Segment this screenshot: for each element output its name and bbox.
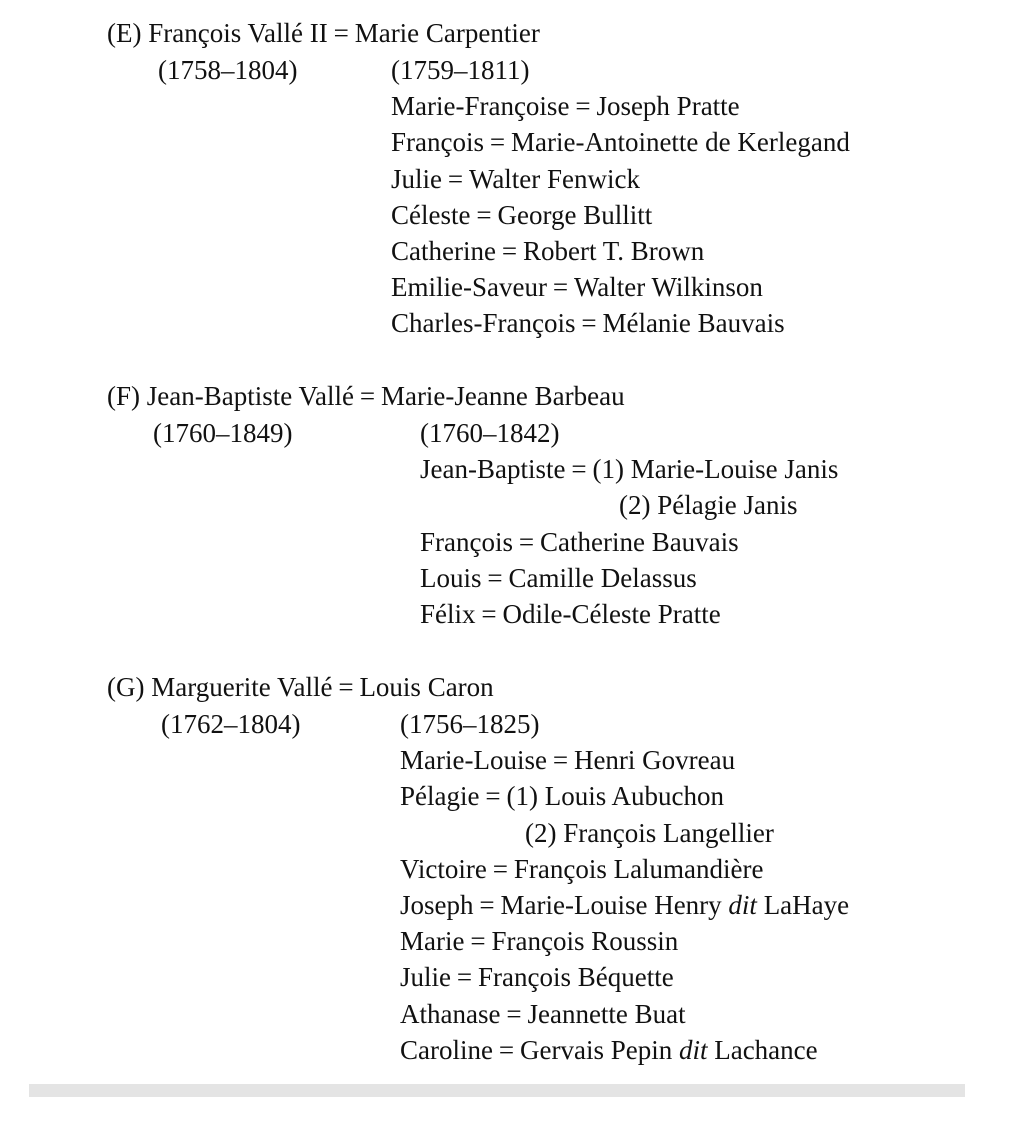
child-spouse: (1) Louis Aubuchon: [506, 781, 724, 811]
child-line: [400, 996, 686, 1032]
parent-name: François Vallé II: [148, 18, 328, 48]
child-line: [420, 596, 721, 632]
marriage-sign: =: [481, 599, 497, 629]
child-name: Jean-Baptiste: [420, 454, 566, 484]
child-spouse: Odile-Céleste Pratte: [502, 599, 721, 629]
family-prefix: (F): [107, 381, 140, 411]
child-spouse: Henri Govreau: [573, 745, 736, 775]
marriage-sign: =: [487, 563, 503, 593]
child-spouse: Marie-Antoinette de Kerlegand: [510, 127, 850, 157]
marriage-sign: =: [506, 999, 522, 1029]
marriage-sign: =: [492, 854, 508, 884]
marriage-sign: =: [447, 164, 464, 194]
family-prefix: (E): [107, 18, 142, 48]
child-line: [400, 959, 674, 995]
child-line: [391, 124, 850, 160]
marriage-sign: =: [552, 745, 569, 775]
marriage-sign: =: [479, 890, 495, 920]
family-e-header: [107, 15, 540, 51]
child-spouse: François Béquette: [478, 962, 674, 992]
child-line: [400, 923, 678, 959]
child-spouse: Robert T. Brown: [522, 236, 705, 266]
marriage-sign: =: [456, 962, 473, 992]
bottom-divider: [29, 1084, 965, 1097]
child-spouse: (1) Marie-Louise Janis: [592, 454, 839, 484]
parent-dates: (1760–1849): [153, 418, 293, 448]
spouse-dates: (1756–1825): [400, 709, 540, 739]
child-line: [420, 560, 697, 596]
parent-name: Marguerite Vallé: [151, 672, 333, 702]
child-name: Julie: [400, 962, 451, 992]
parent-dates: (1758–1804): [158, 55, 298, 85]
child-line: [391, 269, 763, 305]
marriage-sign: =: [552, 272, 569, 302]
child-line: [400, 742, 735, 778]
child-spouse: George Bullitt: [497, 200, 653, 230]
parent-dates: (1762–1804): [161, 709, 301, 739]
parent-name: Jean-Baptiste Vallé: [146, 381, 354, 411]
child-spouse: Marie-Louise Henry: [500, 890, 722, 920]
family-prefix: (G): [107, 672, 145, 702]
child-line: [391, 233, 704, 269]
child-name: Charles-François: [391, 308, 576, 338]
child-name: Athanase: [400, 999, 501, 1029]
marriage-sign: =: [359, 381, 376, 411]
marriage-sign: =: [518, 527, 535, 557]
child-spouse: Joseph Pratte: [596, 91, 740, 121]
marriage-sign: =: [476, 200, 492, 230]
marriage-sign: =: [498, 1035, 515, 1065]
child-spouse: Catherine Bauvais: [539, 527, 739, 557]
child-spouse: Walter Wilkinson: [573, 272, 763, 302]
child-spouse: Gervais Pepin: [519, 1035, 673, 1065]
child-name: Céleste: [391, 200, 471, 230]
child-name: Victoire: [400, 854, 487, 884]
marriage-sign: =: [501, 236, 518, 266]
child-spouse: Jeannette Buat: [527, 999, 686, 1029]
child-name: Julie: [391, 164, 442, 194]
child-spouse: Walter Fenwick: [469, 164, 641, 194]
spouse-name: Louis Caron: [359, 672, 494, 702]
dit-word: dit: [678, 1035, 708, 1065]
child-line: [400, 887, 849, 923]
child-spouse-alias: LaHaye: [763, 890, 850, 920]
child-name: Pélagie: [400, 781, 480, 811]
marriage-sign: =: [338, 672, 354, 702]
family-f-header: [107, 378, 625, 414]
child-spouse-second: (2) François Langellier: [525, 818, 774, 848]
spouse-name: Marie-Jeanne Barbeau: [380, 381, 625, 411]
child-spouse: François Lalumandière: [513, 854, 764, 884]
child-name: François: [420, 527, 513, 557]
spouse-dates: (1759–1811): [391, 55, 530, 85]
marriage-sign: =: [489, 127, 506, 157]
family-g-header: [107, 669, 494, 705]
child-name: Marie: [400, 926, 465, 956]
spouse-dates: (1760–1842): [420, 418, 560, 448]
child-spouse: François Roussin: [491, 926, 679, 956]
dit-word: dit: [728, 890, 757, 920]
child-spouse-second: (2) Pélagie Janis: [619, 490, 798, 520]
child-name: Catherine: [391, 236, 496, 266]
child-spouse: Camille Delassus: [508, 563, 697, 593]
child-line: [400, 851, 764, 887]
child-name: Emilie-Saveur: [391, 272, 547, 302]
child-line: [391, 197, 652, 233]
marriage-sign: =: [333, 18, 349, 48]
child-name: Marie-Louise: [400, 745, 547, 775]
child-name: François: [391, 127, 484, 157]
spouse-name: Marie Carpentier: [354, 18, 540, 48]
child-line: [400, 778, 724, 814]
child-line: [391, 88, 740, 124]
marriage-sign: =: [485, 781, 501, 811]
child-spouse-alias: Lachance: [714, 1035, 818, 1065]
child-name: Louis: [420, 563, 482, 593]
child-spouse: Mélanie Bauvais: [602, 308, 785, 338]
child-line: [400, 1032, 818, 1068]
child-line: [391, 305, 785, 341]
child-name: Félix: [420, 599, 476, 629]
marriage-sign: =: [571, 454, 587, 484]
marriage-sign: =: [575, 91, 591, 121]
child-line: [420, 524, 739, 560]
marriage-sign: =: [470, 926, 486, 956]
child-name: Joseph: [400, 890, 474, 920]
marriage-sign: =: [581, 308, 597, 338]
child-line: [420, 451, 838, 487]
child-line: [391, 161, 640, 197]
child-name: Caroline: [400, 1035, 493, 1065]
child-name: Marie-Françoise: [391, 91, 570, 121]
